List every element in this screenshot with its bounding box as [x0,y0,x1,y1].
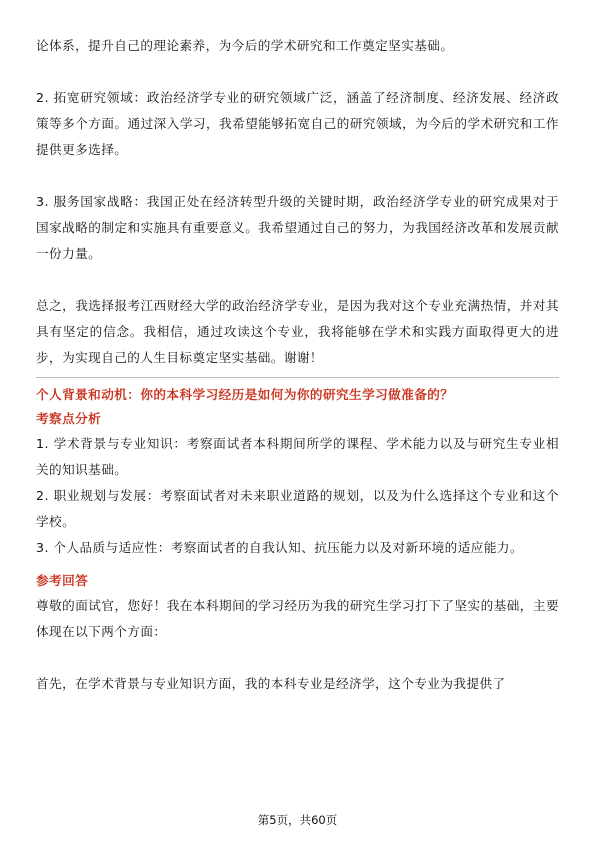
paragraph-theory: 论体系，提升自己的理论素养，为今后的学术研究和工作奠定坚实基础。 [36,38,454,53]
paragraph-national-strategy: 3. 服务国家战略：我国正处在经济转型升级的关键时期，政治经济学专业的研究成果对于国家战略的制定和实施具有重要意义。我希望通过自己的努力，为我国经济改革和发展贡献一份力量。 [36,194,559,261]
paragraph-conclusion: 总之，我选择报考江西财经大学的政治经济学专业，是因为我对这个专业充满热情，并对其具有坚定的信念。我相信，通过攻读这个专业，我将能够在学术和实践方面取得更大的进步，为实现自己的人生目标奠定坚实基础。谢谢！ [36,298,559,365]
answer-heading: 参考回答 [36,573,89,588]
question-heading: 个人背景和动机：你的本科学习经历是如何为你的研究生学习做准备的？ [36,387,454,402]
page-number-footer: 第5页，共60页 [257,813,338,827]
page-content [36,33,559,697]
answer-paragraph: 尊敬的面试官，您好！我在本科期间的学习经历为我的研究生学习打下了坚实的基础，主要体现在以下两个方面： [36,598,559,639]
section-divider [36,377,559,378]
analysis-heading: 考察点分析 [36,411,102,426]
analysis-item: 3. 个人品质与适应性：考察面试者的自我认知、抗压能力以及对新环境的适应能力。 [36,540,523,555]
analysis-item: 1. 学术背景与专业知识：考察面试者本科期间所学的课程、学术能力以及与研究生专业相关的知识基础。 [36,436,559,477]
analysis-item: 2. 职业规划与发展：考察面试者对未来职业道路的规划，以及为什么选择这个专业和这个学校。 [36,488,559,529]
paragraph-research-field: 2. 拓宽研究领域：政治经济学专业的研究领域广泛，涵盖了经济制度、经济发展、经济政策等多个方面。通过深入学习，我希望能够拓宽自己的研究领域，为今后的学术研究和工作提供更多选择。 [36,90,559,157]
answer-paragraph: 首先，在学术背景与专业知识方面，我的本科专业是经济学，这个专业为我提供了 [36,676,506,691]
